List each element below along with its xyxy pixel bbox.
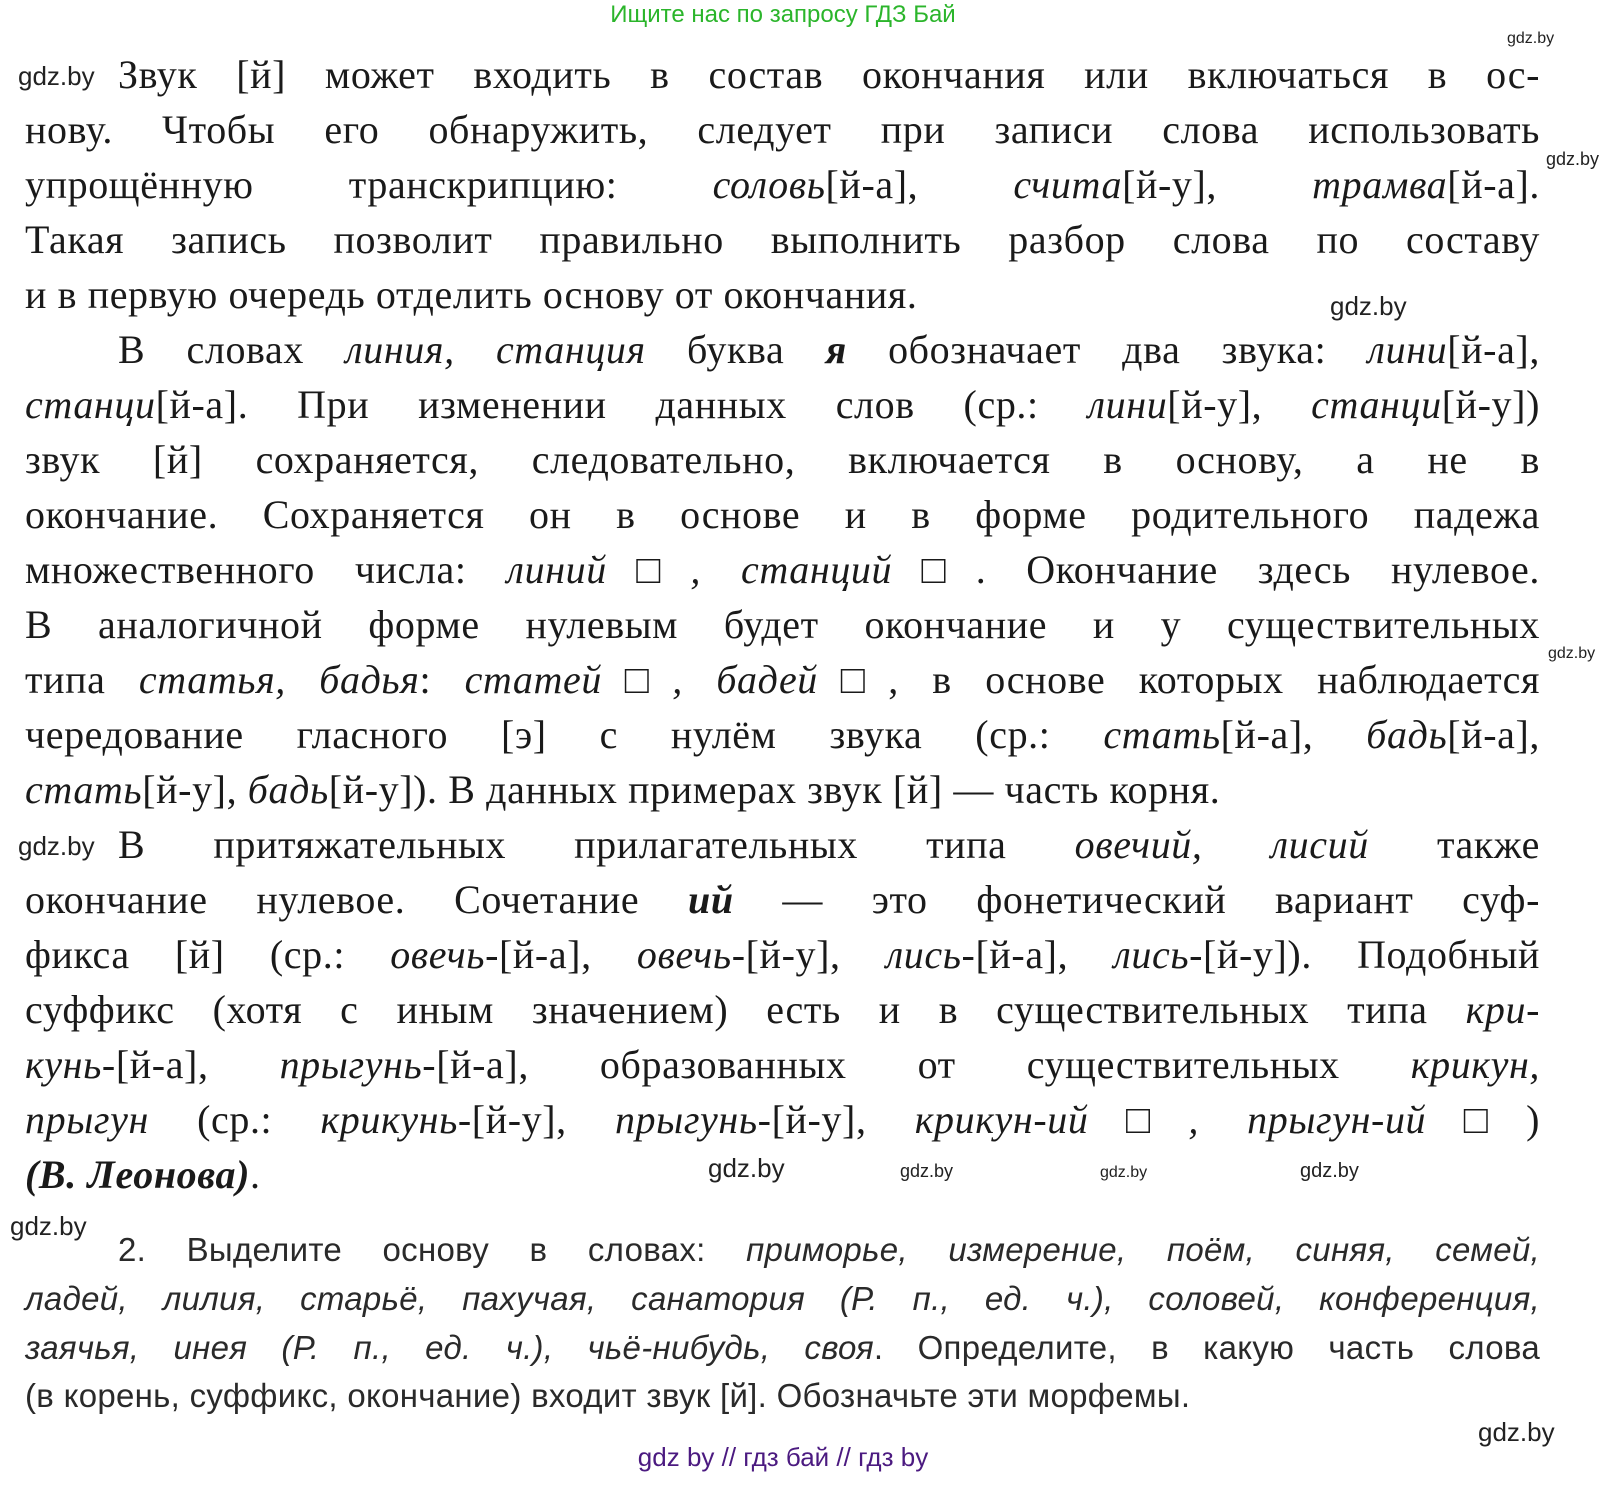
text-segment: [й-у], bbox=[1122, 162, 1313, 207]
italic-example: крикун, bbox=[1410, 1042, 1541, 1087]
text-segment: буква bbox=[645, 327, 826, 372]
text-segment: суффикс (хотя с иным значением) есть и в существительных типа bbox=[25, 987, 1466, 1032]
paragraph-line bbox=[25, 545, 1540, 595]
search-hint-banner: Ищите нас по запросу ГДЗ Бай bbox=[610, 1, 956, 28]
paragraph-line bbox=[25, 215, 1540, 265]
italic-example: статья, бадья bbox=[138, 657, 420, 702]
watermark: gdz.by bbox=[1507, 30, 1555, 47]
italic-example: станци bbox=[25, 382, 156, 427]
italic-example: трамва bbox=[1312, 162, 1448, 207]
emphasis-text: я bbox=[825, 327, 847, 372]
text-segment: ) bbox=[1526, 1097, 1540, 1142]
text-segment: (в корень, суффикс, окончание) входит звук [й]. Обозначьте эти морфемы. bbox=[25, 1377, 1191, 1414]
italic-example: бадь bbox=[247, 767, 329, 812]
italic-example: ладей, лилия, старьё, пахучая, санатория (Р. п., ед. ч.), соловей, конференция, bbox=[25, 1280, 1540, 1317]
italic-example: прыгунь bbox=[279, 1042, 423, 1087]
text-segment: [й-у]). В данных примерах звук [й] — часть корня. bbox=[328, 767, 1221, 812]
text-segment: звук [й] сохраняется, следовательно, включается в основу, а не в bbox=[25, 437, 1540, 482]
paragraph-line bbox=[25, 160, 1540, 210]
footer-links: gdz by // гдз бай // гдз by bbox=[637, 1442, 929, 1472]
watermark: gdz.by bbox=[1478, 1417, 1555, 1447]
watermark: gdz.by bbox=[708, 1153, 785, 1183]
paragraph-line bbox=[25, 985, 1540, 1035]
watermark: gdz.by bbox=[1548, 645, 1596, 662]
text-segment: . bbox=[250, 1152, 261, 1197]
text-segment: [й-а]. bbox=[1447, 162, 1541, 207]
text-segment: -[й-у], bbox=[757, 1097, 915, 1142]
italic-example: овечь bbox=[636, 932, 732, 977]
italic-example: линия, станция bbox=[345, 327, 646, 372]
text-segment: чередование гласного [э] с нулём звука (ср.: bbox=[25, 712, 1104, 757]
paragraph-line bbox=[25, 655, 1540, 705]
exercise-line bbox=[118, 1228, 1540, 1272]
text-segment: типа bbox=[25, 657, 139, 702]
watermark: gdz.by bbox=[18, 831, 95, 861]
italic-example: бадь bbox=[1366, 712, 1448, 757]
text-segment: окончание нулевое. Сочетание bbox=[25, 877, 688, 922]
text-segment: и в первую очередь отделить основу от окончания. bbox=[25, 272, 918, 317]
text-segment: -[й-у]). Подобный bbox=[1189, 932, 1541, 977]
text-segment: [й-а], bbox=[1447, 712, 1540, 757]
paragraph-line bbox=[25, 710, 1540, 760]
paragraph-line bbox=[25, 1040, 1540, 1090]
italic-example: статей□, бадей□ bbox=[464, 657, 889, 702]
italic-example: прыгун bbox=[25, 1097, 149, 1142]
text-segment: множественного числа: bbox=[25, 547, 507, 592]
italic-example: стать bbox=[25, 767, 143, 812]
paragraph-line bbox=[25, 435, 1540, 485]
text-segment: [й-у], bbox=[142, 767, 248, 812]
text-segment: В словах bbox=[118, 327, 346, 372]
italic-example: кунь bbox=[25, 1042, 102, 1087]
exercise-line bbox=[25, 1374, 1540, 1418]
paragraph-line bbox=[25, 270, 1540, 320]
text-segment: Звук [й] может входить в состав окончания или включаться в ос- bbox=[118, 52, 1540, 97]
exercise-line bbox=[25, 1326, 1540, 1370]
emphasis-text: (В. Леонова) bbox=[25, 1152, 250, 1197]
watermark: gdz.by bbox=[18, 61, 95, 91]
exercise-line bbox=[25, 1277, 1540, 1321]
text-segment: [й-а], bbox=[1447, 327, 1540, 372]
paragraph-line bbox=[25, 765, 1540, 815]
italic-example: заячья, инея (Р. п., ед. ч.), чьё-нибудь, своя bbox=[25, 1329, 874, 1366]
text-segment: [й-а], bbox=[825, 162, 1014, 207]
paragraph-line bbox=[25, 1095, 1540, 1145]
text-segment: [й-а], bbox=[1220, 712, 1367, 757]
text-segment: -[й-а], образованных от существительных bbox=[422, 1042, 1411, 1087]
text-segment: , в основе которых наблюдается bbox=[888, 657, 1540, 702]
watermark: gdz.by bbox=[1100, 1164, 1148, 1181]
italic-example: лись bbox=[885, 932, 962, 977]
italic-example: овечий, лисий bbox=[1074, 822, 1369, 867]
text-segment: . Определите, в какую часть слова bbox=[873, 1329, 1540, 1366]
text-segment: упрощённую транскрипцию: bbox=[25, 162, 713, 207]
text-segment: -[й-а], bbox=[961, 932, 1114, 977]
text-segment: . Окончание здесь нулевое. bbox=[975, 547, 1540, 592]
italic-example: прыгунь bbox=[614, 1097, 758, 1142]
italic-example: лини bbox=[1087, 382, 1168, 427]
text-segment: нову. Чтобы его обнаружить, следует при записи слова использовать bbox=[25, 107, 1540, 152]
text-segment: : bbox=[419, 657, 465, 702]
watermark: gdz.by bbox=[1330, 291, 1407, 321]
paragraph-line bbox=[25, 930, 1540, 980]
italic-example: лини bbox=[1367, 327, 1448, 372]
paragraph-line bbox=[118, 325, 1540, 375]
italic-example: счита bbox=[1013, 162, 1123, 207]
italic-example: линий□, станций□ bbox=[506, 547, 976, 592]
italic-example: приморье, измерение, поём, синяя, семей, bbox=[746, 1231, 1540, 1268]
italic-example: станци bbox=[1311, 382, 1442, 427]
paragraph-line bbox=[25, 105, 1540, 155]
watermark: gdz.by bbox=[10, 1211, 87, 1241]
watermark: gdz.by bbox=[900, 1161, 954, 1181]
text-segment: [й-а]. При изменении данных слов (ср.: bbox=[155, 382, 1088, 427]
paragraph-line bbox=[25, 490, 1540, 540]
text-segment: В аналогичной форме нулевым будет окончание и у существительных bbox=[25, 602, 1540, 647]
paragraph-line bbox=[25, 875, 1540, 925]
text-segment: фикса [й] (ср.: bbox=[25, 932, 391, 977]
text-segment: (ср.: bbox=[148, 1097, 321, 1142]
text-segment: -[й-у], bbox=[731, 932, 886, 977]
emphasis-text: ий bbox=[687, 877, 734, 922]
text-segment: В притяжательных прилагательных типа bbox=[118, 822, 1075, 867]
italic-example: овечь bbox=[390, 932, 486, 977]
text-segment: [й-у]) bbox=[1441, 382, 1540, 427]
text-segment: обозначает два звука: bbox=[846, 327, 1368, 372]
text-segment: окончание. Сохраняется он в основе и в форме родительного падежа bbox=[25, 492, 1540, 537]
italic-example: лись bbox=[1113, 932, 1190, 977]
text-segment: также bbox=[1368, 822, 1540, 867]
italic-example: соловь bbox=[712, 162, 826, 207]
paragraph-line bbox=[25, 380, 1540, 430]
watermark: gdz.by bbox=[1546, 149, 1599, 169]
italic-example: крикунь bbox=[320, 1097, 458, 1142]
italic-example: крикун-ий□, прыгун-ий□ bbox=[914, 1097, 1527, 1142]
paragraph-line bbox=[118, 50, 1540, 100]
text-segment: -[й-у], bbox=[457, 1097, 615, 1142]
text-segment: -[й-а], bbox=[101, 1042, 280, 1087]
text-segment: 2. Выделите основу в словах: bbox=[118, 1231, 747, 1268]
text-segment: [й-у], bbox=[1167, 382, 1312, 427]
text-segment: Такая запись позволит правильно выполнить разбор слова по составу bbox=[25, 217, 1540, 262]
text-segment: -[й-а], bbox=[485, 932, 637, 977]
paragraph-line bbox=[25, 600, 1540, 650]
paragraph-line bbox=[118, 820, 1540, 870]
watermark: gdz.by bbox=[1300, 1160, 1359, 1182]
italic-example: кри- bbox=[1465, 987, 1540, 1032]
text-segment: — это фонетический вариант суф- bbox=[733, 877, 1540, 922]
italic-example: стать bbox=[1103, 712, 1221, 757]
